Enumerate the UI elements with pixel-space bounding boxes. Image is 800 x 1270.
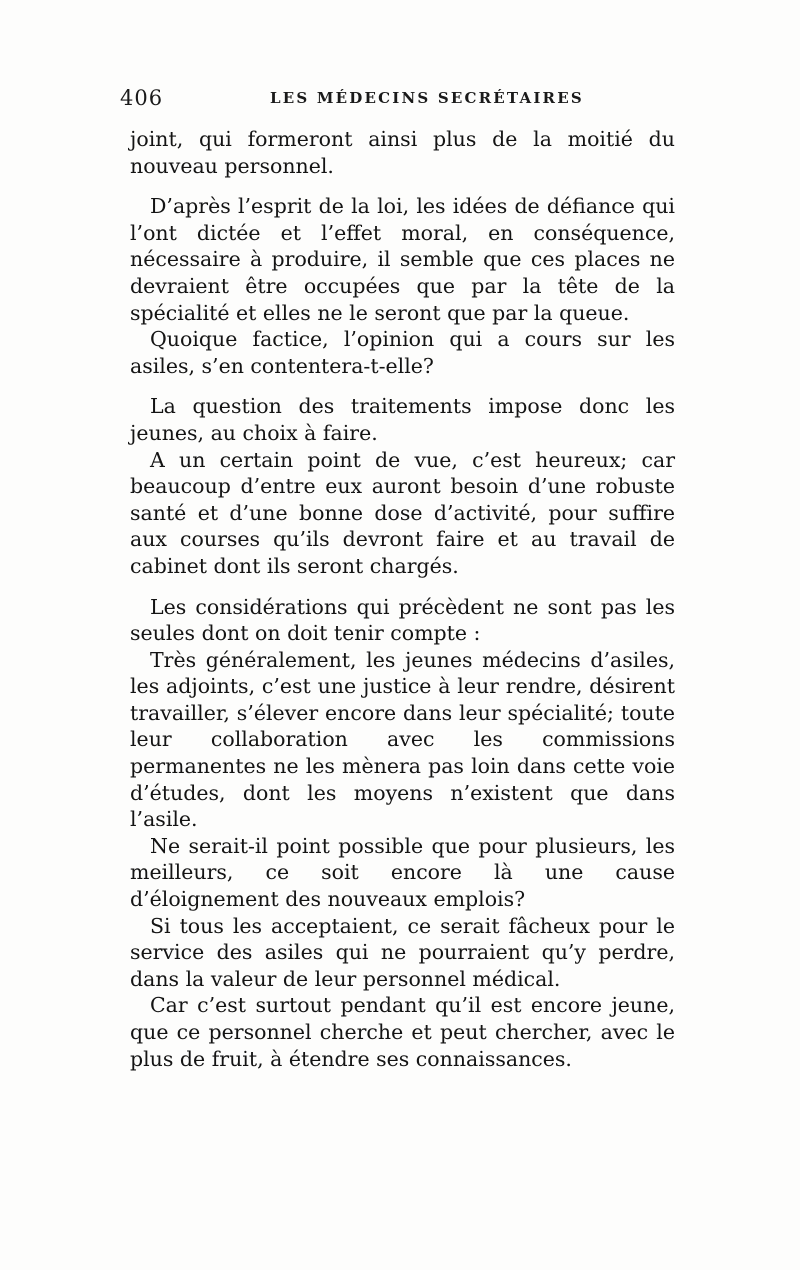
paragraph: Très généralement, les jeunes médecins d’asiles, les adjoints, c’est une justice à leur rendre, désirent travailler, s’élever encore dans leur spécialité; toute leur collaboration avec les commissions permanentes ne les mènera pas loin dans cette voie d’études, dont les moyens n’existent que dans l’asile. xyxy=(130,647,675,832)
paragraph: A un certain point de vue, c’est heureux; car beaucoup d’entre eux auront besoin d’une robuste santé et d’une bonne dose d’activité, pour suffire aux courses qu’ils devront faire et au travail de cabinet dont ils seront chargés. xyxy=(130,447,675,578)
running-head: LES MÉDECINS SECRÉTAIRES xyxy=(270,89,584,107)
page-header xyxy=(120,86,680,116)
paragraph: Si tous les acceptaient, ce serait fâcheux pour le service des asiles qui ne pourraient qu’y perdre, dans la valeur de leur personnel médical. xyxy=(130,913,675,991)
paragraph: joint, qui formeront ainsi plus de la moitié du nouveau personnel. xyxy=(130,127,675,178)
paragraph: Les considérations qui précèdent ne sont pas les seules dont on doit tenir compte : xyxy=(130,594,675,646)
page-number: 406 xyxy=(120,86,164,110)
paragraph: D’après l’esprit de la loi, les idées de défiance qui l’ont dictée et l’effet moral, en conséquence, nécessaire à produire, il semble que ces places ne devraient être occupées que par la tête de la spécialité et elles ne le seront que par la queue. xyxy=(130,194,675,325)
paragraph: Ne serait-il point possible que pour plusieurs, les meilleurs, ce soit encore là une cause d’éloignement des nouveaux emplois? xyxy=(130,833,675,912)
paragraph: Car c’est surtout pendant qu’il est encore jeune, que ce personnel cherche et peut chercher, avec le plus de fruit, à étendre ses connaissances. xyxy=(130,993,675,1071)
paragraph: La question des traitements impose donc les jeunes, au choix à faire. xyxy=(130,394,675,445)
paragraph: Quoique factice, l’opinion qui a cours sur les asiles, s’en contentera-t-elle? xyxy=(130,327,675,378)
body-text xyxy=(130,126,675,1072)
